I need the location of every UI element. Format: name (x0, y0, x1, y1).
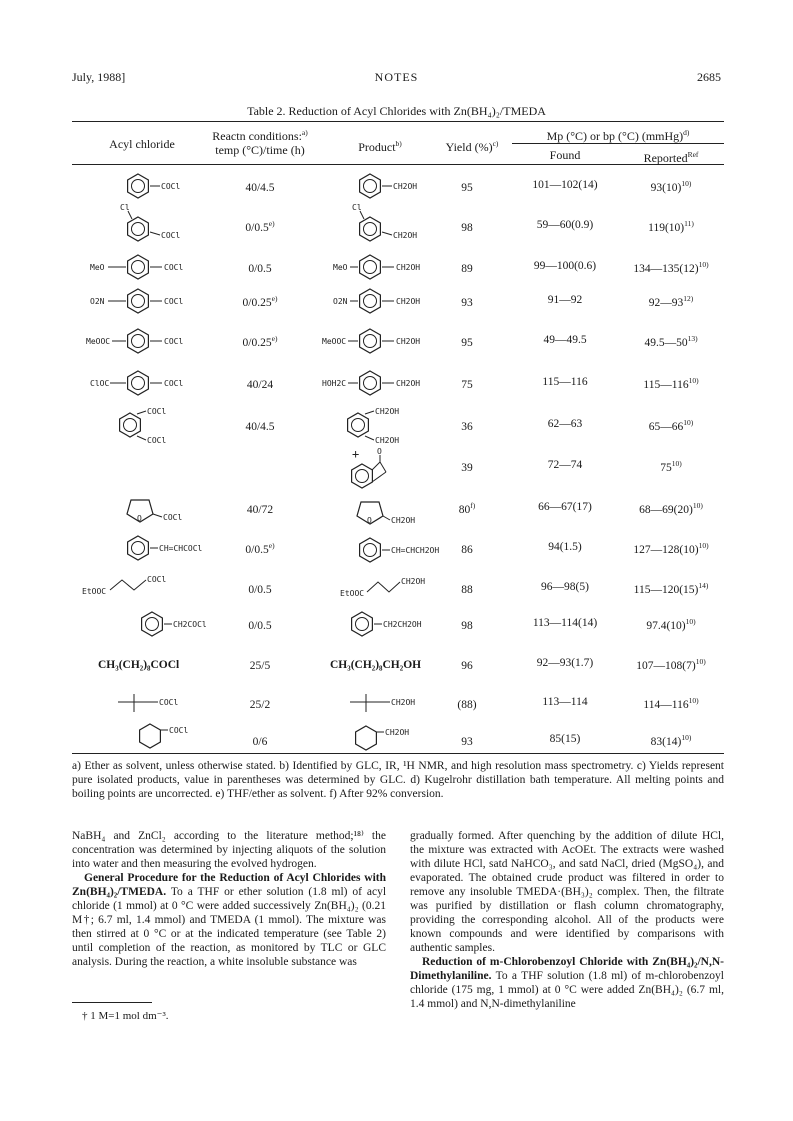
acyl-label: COCl (163, 513, 183, 522)
found-cell: 62—63 (547, 418, 583, 430)
acyl-label: COCl (169, 726, 189, 735)
product-label: CH2OH (391, 516, 416, 525)
reported-cell: $97.4(10)^{10)}$ (646, 617, 696, 632)
conditions-cell: 0/0.5 (248, 583, 272, 596)
substituent-o: O (367, 516, 372, 525)
yield-cell: 96 (461, 659, 473, 672)
acyl-aliphatic-name: CH₃(CH₂)₈COCl (98, 659, 180, 671)
conditions-cell: 0/0.5 (248, 262, 272, 275)
conditions-cell: 40/4.5 (245, 181, 275, 194)
structure-row-11 (82, 575, 425, 598)
found-cell: 49—49.5 (543, 334, 587, 346)
acyl-label: COCl (164, 263, 184, 272)
footnote-rule (72, 1002, 152, 1003)
product-label: CH2OH (396, 263, 421, 272)
reported-cell: 65—66$^{10)}$ (648, 418, 694, 433)
substituent-etooc: EtOOC (82, 587, 107, 596)
conditions-cell: 25/2 (249, 698, 271, 711)
conditions-cell: 0/0.25$^{e)}$ (242, 334, 278, 349)
structure-row-1 (128, 174, 418, 198)
reported-cell: 49.5—50$^{13)}$ (644, 334, 698, 349)
reported-cell: $115—120(15)^{14)}$ (633, 581, 709, 596)
substituent-hoh2c: HOH2C (322, 379, 347, 388)
product-aliphatic-name: CH₃(CH₂)₈CH₂OH (330, 659, 422, 671)
reported-cell: $134—135(12)^{10)}$ (633, 260, 709, 275)
found-cell: 59—60(0.9) (536, 219, 594, 231)
substituent-meooc: MeOOC (322, 337, 347, 346)
yield-cell: 80$^{f)}$ (458, 501, 476, 516)
product-label: CH=CHCH2OH (391, 546, 440, 555)
paragraph: General Procedure for the Reduction of Acyl Chlorides with Zn(BH₄)₂/TMEDA. To a THF or ether solution (1.8 ml) of acyl chloride (1 mmol) at 0 °C were added successively Zn(BH₄)₂ (0.21 M†; 6.7 ml, 1.4 mmol) and TMEDA (1 mmol). The mixture was then stirred at 0 °C or at the indicated temperature (see Table 2) until completion of the reaction, as monitored by TLC or GLC analysis. During the reaction, a white insoluble substance was (72, 872, 387, 968)
reported-cell: 75$^{10)}$ (660, 459, 682, 474)
reported-cell: $93(10)^{10)}$ (650, 179, 692, 194)
found-cell: 72—74 (547, 459, 583, 471)
found-cell: 115—116 (542, 376, 588, 388)
product-label: CH2OH (396, 337, 421, 346)
found-cell: 96—98(5) (541, 581, 589, 593)
substituent-o: O (377, 447, 382, 456)
structure-row-2 (120, 203, 417, 241)
conditions-cell: 0/0.5$^{e)}$ (245, 219, 275, 234)
reported-cell: $107—108(7)^{10)}$ (636, 657, 706, 672)
product-label: CH2OH (401, 577, 426, 586)
body-column-left (72, 829, 386, 969)
structure-row-9 (127, 500, 415, 525)
structure-row-10 (128, 536, 440, 562)
conditions-cell: 0/0.5$^{e)}$ (245, 541, 275, 556)
body-column-right (410, 829, 724, 1011)
product-label: CH2OH (375, 407, 400, 416)
col-header-product: Product$^{b)}$ (358, 139, 402, 154)
page-number: 2685 (697, 70, 721, 84)
yield-cell: 95 (461, 181, 473, 194)
found-cell: 66—67(17) (538, 501, 592, 513)
acyl-label: COCl (161, 231, 181, 240)
reported-cell: 115—116$^{10)}$ (643, 376, 699, 391)
conditions-cell: 0/6 (252, 735, 268, 748)
structure-row-5 (86, 329, 420, 353)
conditions-cell: 0/0.5 (248, 619, 272, 632)
yield-cell: (88) (457, 698, 477, 711)
acyl-label: COCl (164, 337, 184, 346)
col-header-acyl: Acyl chloride (109, 137, 175, 151)
acyl-label: COCl (147, 575, 167, 584)
structure-row-7 (120, 407, 400, 461)
col-header-conditions: Reactn conditions:$^{a)}$ temp (°C)/time (h) (212, 128, 308, 157)
col-header-found: Found (549, 148, 581, 162)
conditions-cell: 25/5 (249, 659, 271, 672)
product-label: CH2OH (375, 436, 400, 445)
found-cell: 92—93(1.7) (536, 657, 594, 669)
paragraph: gradually formed. After quenching by the addition of dilute HCl, the mixture was extracted with AcOEt. The extracts were washed with dilute HCl, satd NaHCO₃, and satd NaCl, dried (MgSO₄), and evaporated. The obtained crude product was filtered in order to remove any insoluble TMEDA·(BH₃)₂ complex. Then, the filtrate was purified by distillation or flash column chromatography, providing the corresponding alcohol. All of the products were known compounds and were identified by comparisons with authentic samples. (410, 830, 724, 954)
acyl-label: COCl (164, 297, 184, 306)
structure-row-4 (90, 289, 420, 313)
product-label: CH2OH (393, 182, 418, 191)
yield-cell: 75 (461, 378, 473, 391)
section-title: General Procedure for the Reduction of Acyl Chlorides with Zn(BH₄)₂/TMEDA. (72, 872, 386, 898)
reported-cell: $119(10)^{11)}$ (648, 219, 694, 234)
product-label: CH2OH (396, 379, 421, 388)
running-header-section: NOTES (374, 70, 419, 84)
reported-cell: $127—128(10)^{10)}$ (633, 541, 709, 556)
structure-row-6 (90, 371, 420, 395)
acyl-label: CH=CHCOCl (159, 544, 203, 553)
yield-cell: 88 (461, 583, 473, 596)
section-title: Reduction of m-Chlorobenzoyl Chloride with Zn(BH₄)₂/N,N-Dimethylaniline. (410, 956, 724, 982)
conditions-cell: 40/4.5 (245, 420, 275, 433)
substituent-cloc: ClOC (90, 379, 110, 388)
yield-cell: 86 (461, 543, 473, 556)
substituent-cl: Cl (352, 203, 362, 212)
reported-cell: $68—69(20)^{10)}$ (639, 501, 703, 516)
product-label: CH2OH (385, 728, 410, 737)
conditions-cell: 40/24 (246, 378, 274, 391)
yield-cell: 98 (461, 619, 473, 632)
found-cell: 94(1.5) (548, 541, 582, 553)
substituent-meo: MeO (90, 263, 105, 272)
yield-cell: 89 (461, 262, 473, 275)
yield-cell: 93 (461, 296, 473, 309)
acyl-label: COCl (147, 436, 167, 445)
table-footnotes: a) Ether as solvent, unless otherwise stated. b) Identified by GLC, IR, ¹H NMR, and high resolution mass spectrometry. c) Yields represent pure isolated products, value in parentheses was determined by GLC. d) Kugelrohr distillation bath temperature. All melting points and boiling points are uncorrected. e) THF/ether as solvent. f) After 92% conversion. (72, 760, 724, 800)
substituent-o: O (137, 514, 142, 523)
table-caption: Table 2. Reduction of Acyl Chlorides with Zn(BH₄)₂/TMEDA (247, 104, 546, 118)
substituent-meooc: MeOOC (86, 337, 111, 346)
structure-row-15 (140, 724, 410, 750)
found-cell: 101—102(14) (532, 179, 598, 191)
substituent-o2n: O2N (333, 297, 348, 306)
paragraph: NaBH₄ and ZnCl₂ according to the literature method;¹⁸⁾ the concentration was determined by injecting aliquots of the solution into water and then measuring the evolved hydrogen. (72, 830, 386, 870)
col-header-yield: Yield (%)$^{c)}$ (445, 139, 499, 154)
conditions-cell: 0/0.25$^{e)}$ (242, 294, 278, 309)
paragraph: Reduction of m-Chlorobenzoyl Chloride with Zn(BH₄)₂/N,N-Dimethylaniline. To a THF solution (1.8 ml) of m-chlorobenzoyl chloride (175 mg, 1 mmol) at 0 °C were added Zn(BH₄)₂ (6.7 ml, 1.4 mmol) and N,N-dimethylaniline (410, 956, 724, 1010)
reported-cell: $83(14)^{10)}$ (650, 733, 692, 748)
substituent-o2n: O2N (90, 297, 105, 306)
found-cell: 113—114 (542, 696, 588, 708)
yield-cell: 39 (461, 461, 473, 474)
page-footnote: † 1 M=1 mol dm⁻³. (82, 1010, 169, 1022)
structure-row-14 (118, 694, 415, 712)
product-label: CH2OH (391, 698, 416, 707)
found-cell: 113—114(14) (532, 617, 598, 629)
product-label: CH2CH2OH (383, 620, 422, 629)
found-cell: 91—92 (547, 294, 583, 306)
acyl-label: CH2COCl (173, 620, 207, 629)
product-label: CH2OH (393, 231, 418, 240)
reported-cell: 92—93$^{12)}$ (648, 294, 694, 309)
plus-sign: + (352, 447, 360, 461)
substituent-etooc: EtOOC (340, 589, 365, 598)
product-label: CH2OH (396, 297, 421, 306)
structure-row-3 (90, 255, 420, 279)
acyl-label: COCl (159, 698, 179, 707)
col-header-mp: Mp (°C) or bp (°C) (mmHg)$^{d)}$ (546, 128, 690, 143)
acyl-label: COCl (161, 182, 181, 191)
running-header-date: July, 1988] (72, 70, 126, 84)
col-header-reported: Reported$^{Ref}$ (643, 150, 699, 165)
found-cell: 99—100(0.6) (533, 260, 597, 272)
yield-cell: 93 (461, 735, 473, 748)
yield-cell: 36 (461, 420, 473, 433)
reported-cell: 114—116$^{10)}$ (643, 696, 699, 711)
substituent-cl: Cl (120, 203, 130, 212)
yield-cell: 95 (461, 336, 473, 349)
acyl-label: COCl (164, 379, 184, 388)
acyl-label: COCl (147, 407, 167, 416)
structure-row-12 (142, 612, 422, 636)
substituent-meo: MeO (333, 263, 348, 272)
yield-cell: 98 (461, 221, 473, 234)
conditions-cell: 40/72 (246, 503, 274, 516)
found-cell: 85(15) (549, 733, 581, 745)
